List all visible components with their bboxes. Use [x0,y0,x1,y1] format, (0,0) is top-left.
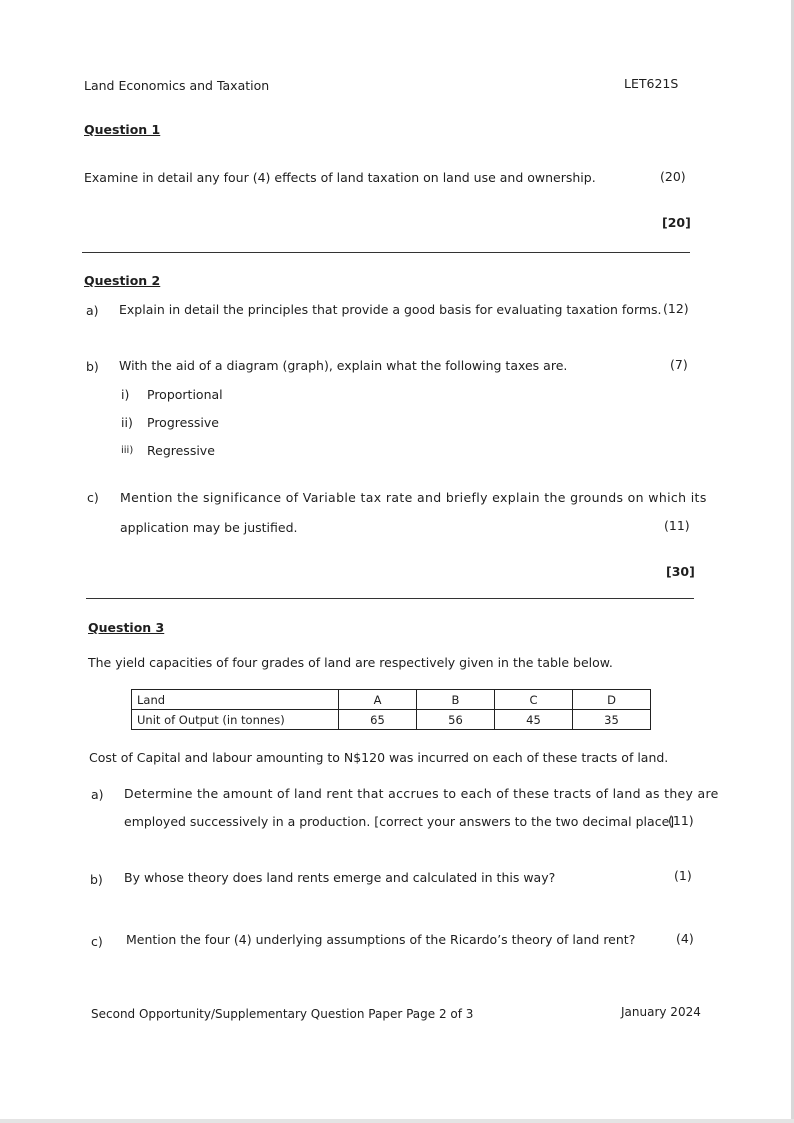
yield-table [131,689,651,730]
question-2c-line-2: application may be justified. [120,520,298,535]
question-3a-marks: (11) [668,813,694,828]
question-3a-label: a) [91,787,104,802]
question-2-total: [30] [666,564,695,579]
question-3-heading: Question 3 [88,620,165,635]
question-2b-item-text: Proportional [147,387,223,402]
question-1-text: Examine in detail any four (4) effects of land taxation on land use and ownership. [84,170,596,185]
question-3c-label: c) [91,934,103,949]
question-3b-text: By whose theory does land rents emerge and calculated in this way? [124,870,556,885]
question-1-total: [20] [662,215,691,230]
question-3b-label: b) [90,872,103,887]
question-3c-marks: (4) [676,931,694,946]
scan-edge [0,1119,794,1123]
question-2b-item-num: ii) [121,415,133,430]
footer-paper-info: Second Opportunity/Supplementary Question Paper Page 2 of 3 [91,1007,474,1021]
table-cell: Land [132,690,339,710]
question-3a-line-1: Determine the amount of land rent that accrues to each of these tracts of land as they are [124,786,719,801]
table-cell: Unit of Output (in tonnes) [132,710,339,730]
table-cell: C [495,690,573,710]
table-row [132,710,651,730]
question-1-heading: Question 1 [84,122,161,137]
question-2c-label: c) [87,490,99,505]
question-3-cost-text: Cost of Capital and labour amounting to N$120 was incurred on each of these tracts of land. [89,750,669,765]
question-2a-marks: (12) [663,301,689,316]
table-cell: 56 [417,710,495,730]
table-cell: 65 [339,710,417,730]
question-2c-marks: (11) [664,518,690,533]
question-3-intro: The yield capacities of four grades of land are respectively given in the table below. [88,655,613,670]
table-row [132,690,651,710]
question-2a-label: a) [86,303,99,318]
table-cell: 35 [573,710,651,730]
divider-1 [82,252,690,253]
table-cell: A [339,690,417,710]
question-2b-label: b) [86,359,99,374]
course-code: LET621S [624,76,679,91]
divider-2 [86,598,694,599]
question-3b-marks: (1) [674,868,692,883]
question-2b-item-num: iii) [121,445,134,456]
question-3c-text: Mention the four (4) underlying assumptions of the Ricardo’s theory of land rent? [126,932,636,947]
table-cell: B [417,690,495,710]
course-title: Land Economics and Taxation [84,78,270,93]
question-2c-line-1: Mention the significance of Variable tax rate and briefly explain the grounds on which its [120,490,707,505]
question-2-heading: Question 2 [84,273,161,288]
question-1-marks: (20) [660,169,686,184]
table-cell: D [573,690,651,710]
question-2b-marks: (7) [670,357,688,372]
question-2b-item-text: Progressive [147,415,219,430]
question-2b-item-text: Regressive [147,443,215,458]
question-2b-item-num: i) [121,387,130,402]
footer-date: January 2024 [621,1005,701,1019]
question-3a-line-2: employed successively in a production. [correct your answers to the two decimal place] [124,814,675,829]
question-2b-text: With the aid of a diagram (graph), explain what the following taxes are. [119,358,568,373]
question-2a-text: Explain in detail the principles that provide a good basis for evaluating taxation forms. [119,302,662,317]
table-cell: 45 [495,710,573,730]
